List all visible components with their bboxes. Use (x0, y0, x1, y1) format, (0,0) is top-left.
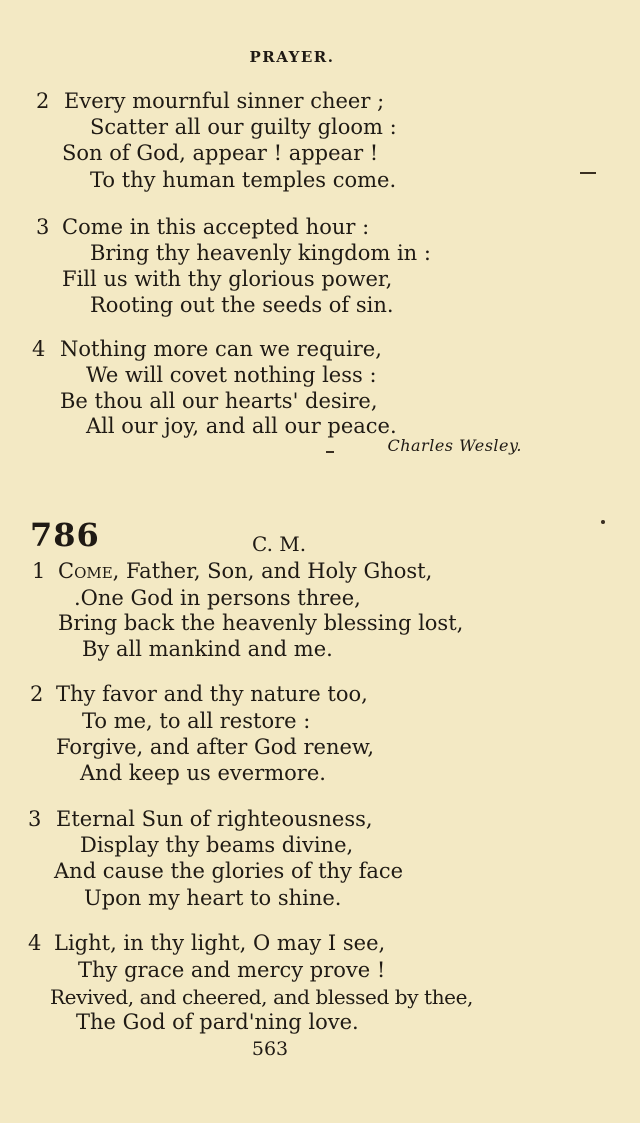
verse-line: And keep us evermore. (80, 761, 326, 785)
page-header: PRAYER. (249, 48, 335, 66)
author-attribution: Charles Wesley. (387, 436, 522, 455)
ink-speck (601, 520, 605, 524)
verse-line: Bring back the heavenly blessing lost, (58, 611, 464, 635)
verse-line: Thy favor and thy nature too, (56, 682, 368, 706)
verse-number: 4 (28, 931, 42, 955)
verse-line: Forgive, and after God renew, (56, 735, 375, 759)
verse-number: 2 (30, 682, 44, 706)
verse-number: 3 (28, 807, 42, 831)
verse-line: All our joy, and all our peace. (86, 414, 397, 438)
verse-line: Nothing more can we require, (60, 337, 382, 361)
page-number: 563 (251, 1038, 289, 1060)
verse-line: Scatter all our guilty gloom : (90, 115, 397, 139)
verse-line: To thy human temples come. (90, 168, 397, 192)
verse-line: And cause the glories of thy face (54, 859, 404, 883)
verse-line: Rooting out the seeds of sin. (90, 293, 394, 317)
verse-line: Bring thy heavenly kingdom in : (90, 241, 431, 265)
verse-number: 1 (32, 559, 46, 583)
verse-line: To me, to all restore : (82, 709, 311, 733)
hymn-number: 786 (30, 516, 100, 554)
verse-line: Eternal Sun of righteousness, (56, 807, 373, 831)
verse-line: Upon my heart to shine. (84, 886, 342, 910)
hymn-meter: C. M. (252, 532, 307, 556)
verse-line: Come in this accepted hour : (62, 215, 370, 239)
verse-line: Fill us with thy glorious power, (62, 267, 393, 291)
verse-line: Thy grace and mercy prove ! (78, 958, 386, 982)
verse-line: .One God in persons three, (74, 586, 361, 610)
verse-line: Light, in thy light, O may I see, (54, 931, 386, 955)
verse-line: Revived, and cheered, and blessed by thee, (50, 985, 474, 1009)
verse-line: Be thou all our hearts' desire, (60, 389, 378, 413)
ink-speck (580, 172, 596, 174)
verse-line: By all mankind and me. (82, 637, 333, 661)
verse-number: 4 (32, 337, 46, 361)
first-word: Come, (58, 559, 120, 583)
verse-line: We will covet nothing less : (86, 363, 377, 387)
verse-number: 2 (36, 89, 50, 113)
verse-line: The God of pard'ning love. (76, 1010, 359, 1034)
verse-line: Son of God, appear ! appear ! (62, 141, 379, 165)
verse-line: Every mournful sinner cheer ; (64, 89, 385, 113)
verse-number: 3 (36, 215, 50, 239)
verse-line: Display thy beams divine, (80, 833, 354, 857)
first-line-rest: Father, Son, and Holy Ghost, (119, 559, 433, 583)
ink-speck (326, 451, 334, 453)
verse-line (58, 558, 432, 584)
